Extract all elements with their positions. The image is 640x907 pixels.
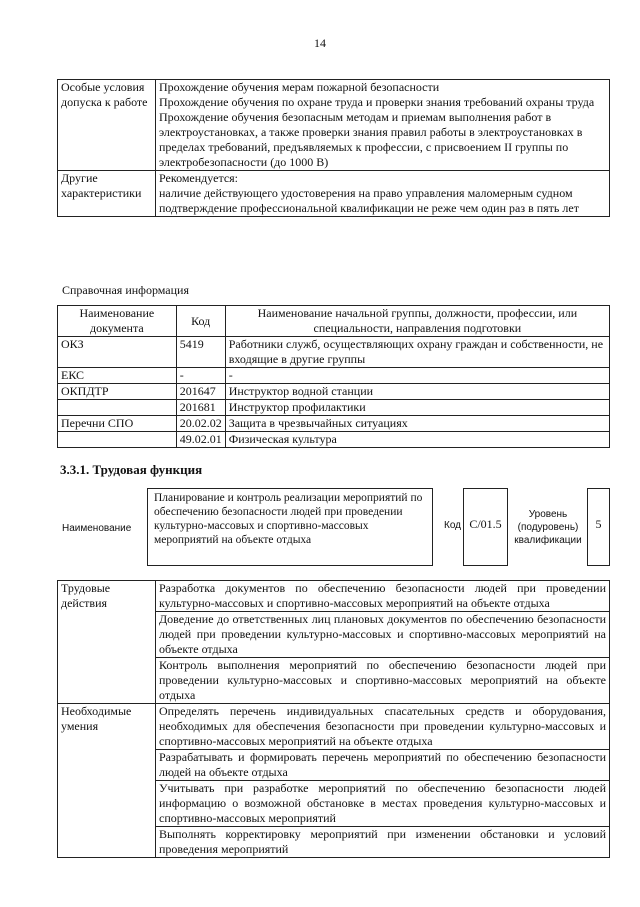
labor-action: Разработка документов по обеспечению безопасности людей при проведении культурно-массовых и спортивно-массовых мероприятий на объекте отдыха bbox=[156, 581, 610, 612]
page-number: 14 bbox=[314, 36, 326, 50]
table-row bbox=[58, 581, 610, 612]
table-cell: 201681 bbox=[176, 400, 225, 416]
skill: Определять перечень индивидуальных спасательных средств и оборудования, необходимых для обеспечения безопасности при проведении культурно-массовых и спортивно-массовых мероприятий на объекте отдыха bbox=[156, 704, 610, 750]
function-code: C/01.5 bbox=[463, 488, 508, 566]
table-cell: Инструктор водной станции bbox=[225, 384, 609, 400]
table-cell: Защита в чрезвычайных ситуациях bbox=[225, 416, 609, 432]
table-row bbox=[58, 432, 610, 448]
row-label: Другие характеристики bbox=[58, 171, 156, 217]
table-cell: ОКЗ bbox=[58, 337, 177, 368]
table-row bbox=[58, 704, 610, 750]
function-name: Планирование и контроль реализации мероприятий по обеспечению безопасности людей при проведении культурно-массовых и спортивно-массовых мероприятий на объекте отдыха bbox=[147, 488, 433, 566]
table-header-row bbox=[58, 306, 610, 337]
condition-line: подтверждение профессиональной квалификации не реже чем один раз в пять лет bbox=[159, 201, 579, 215]
table-row bbox=[58, 384, 610, 400]
qualification-level-label: Уровень (подуровень) квалификации bbox=[514, 509, 582, 546]
table-cell: - bbox=[176, 368, 225, 384]
skill: Выполнять корректировку мероприятий при изменении обстановки и условий проведения мероприятий bbox=[156, 827, 610, 858]
row-label: Необходимые умения bbox=[58, 704, 156, 858]
condition-line: Рекомендуется: bbox=[159, 171, 239, 185]
table-cell: Физическая культура bbox=[225, 432, 609, 448]
table-row bbox=[58, 368, 610, 384]
condition-line: Прохождение обучения мерам пожарной безопасности bbox=[159, 80, 440, 94]
function-name-label: Наименование bbox=[62, 523, 132, 534]
labor-action: Доведение до ответственных лиц плановых документов по обеспечению безопасности людей при проведении культурно-массовых и спортивно-массовых мероприятий на объекте отдыха bbox=[156, 612, 610, 658]
table-cell: 201647 bbox=[176, 384, 225, 400]
table-row bbox=[58, 171, 610, 217]
table-cell: ОКПДТР bbox=[58, 384, 177, 400]
column-header: Наименование документа bbox=[58, 306, 177, 337]
condition-line: наличие действующего удостоверения на право управления маломерным судном bbox=[159, 186, 573, 200]
labor-action: Контроль выполнения мероприятий по обеспечению безопасности людей при проведении культурно-массовых и спортивно-массовых мероприятий на объекте отдыха bbox=[156, 658, 610, 704]
skill: Учитывать при разработке мероприятий по обеспечению безопасности людей информацию о возможной обстановке в местах проведения культурно-массовых и спортивно-массовых мероприятий bbox=[156, 781, 610, 827]
table-cell: Перечни СПО bbox=[58, 416, 177, 432]
table-cell: 20.02.02 bbox=[176, 416, 225, 432]
reference-heading: Справочная информация bbox=[62, 283, 189, 297]
row-label: Особые условия допуска к работе bbox=[58, 80, 156, 171]
row-label: Трудовые действия bbox=[58, 581, 156, 704]
column-header: Код bbox=[176, 306, 225, 337]
table-row bbox=[58, 80, 610, 171]
row-content bbox=[156, 80, 610, 171]
condition-line: Прохождение обучения безопасным методам и приемам выполнения работ в электроустановках, а также проверки знания правил работы в электроустановках в пределах требований, предъявляемых к профессии, с присвоением II группы по электробезопасности (до 1000 В) bbox=[159, 110, 583, 169]
skill: Разрабатывать и формировать перечень мероприятий по обеспечению безопасности людей на объекте отдыха bbox=[156, 750, 610, 781]
table-cell: 5419 bbox=[176, 337, 225, 368]
function-heading: 3.3.1. Трудовая функция bbox=[60, 462, 203, 477]
actions-table bbox=[57, 580, 610, 858]
table-cell: ЕКС bbox=[58, 368, 177, 384]
condition-line: Прохождение обучения по охране труда и проверки знания требований охраны труда bbox=[159, 95, 595, 109]
table-cell bbox=[58, 400, 177, 416]
qualification-level: 5 bbox=[587, 488, 610, 566]
table-cell: 49.02.01 bbox=[176, 432, 225, 448]
row-content bbox=[156, 171, 610, 217]
table-cell bbox=[58, 432, 177, 448]
table-row bbox=[58, 400, 610, 416]
table-cell: - bbox=[225, 368, 609, 384]
table-cell: Инструктор профилактики bbox=[225, 400, 609, 416]
column-header: Наименование начальной группы, должности, профессии, или специальности, направления подготовки bbox=[225, 306, 609, 337]
reference-table bbox=[57, 305, 610, 448]
table-cell: Работники служб, осуществляющих охрану граждан и собственности, не входящие в другие группы bbox=[225, 337, 609, 368]
table-row bbox=[58, 337, 610, 368]
conditions-table bbox=[57, 79, 610, 217]
table-row bbox=[58, 416, 610, 432]
function-code-label: Код bbox=[444, 520, 462, 531]
